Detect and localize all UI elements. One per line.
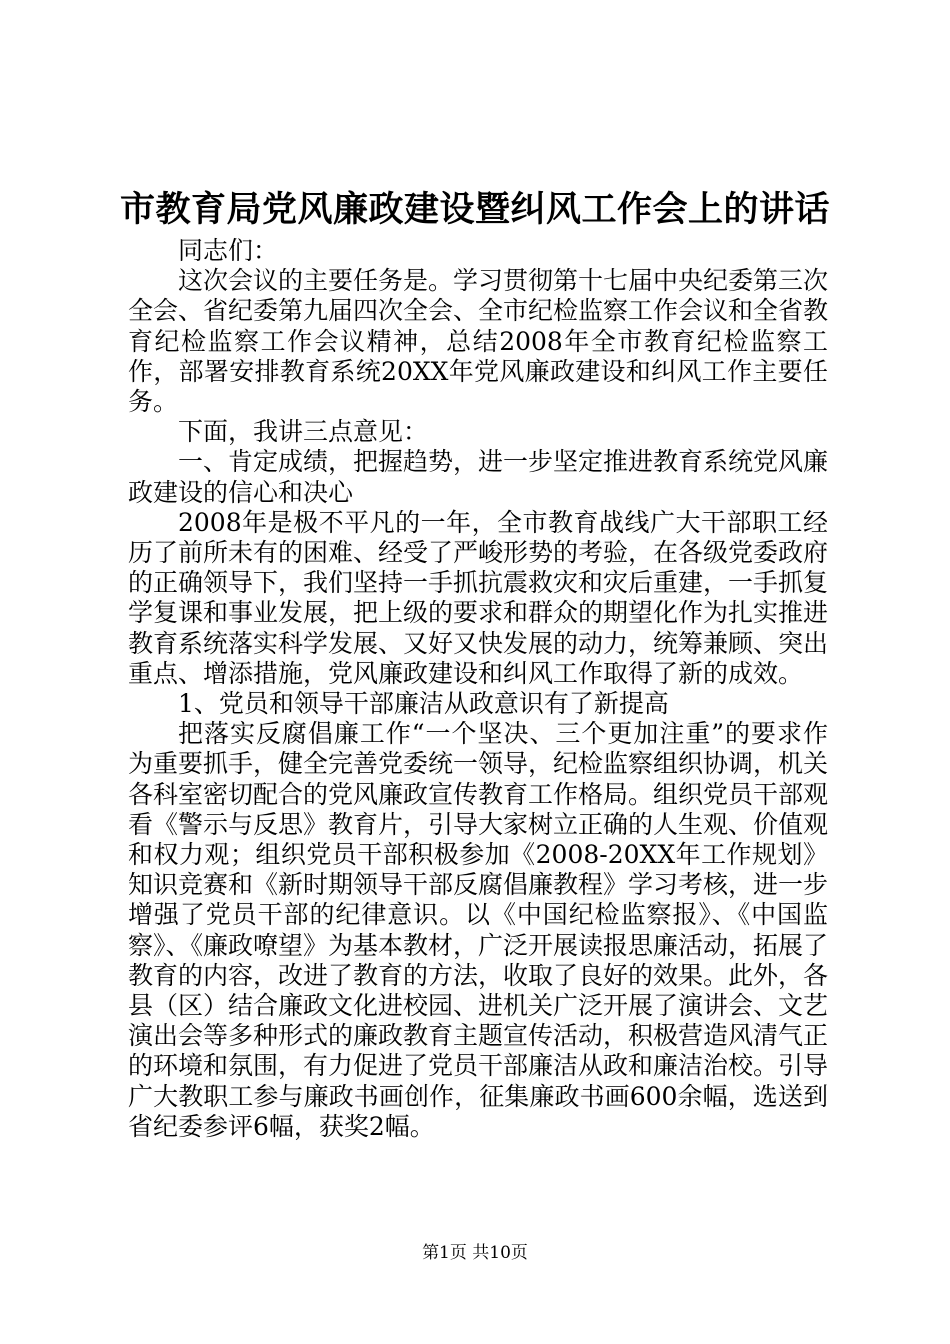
paragraph-integrity-education: 把落实反腐倡廉工作“一个坚决、三个更加注重”的要求作为重要抓手，健全完善党委统一领导，纪检监察组织协调，机关各科室密切配合的党风廉政宣传教育工作格局。组织党员干部观看《警示与反思》教育片，引导大家树立正确的人生观、价值观和权力观；组织党员干部积极参加《2008-20XX年工作规划》知识竞赛和《新时期领导干部反腐倡廉教程》学习考核，进一步增强了党员干部的纪律意识。以《中国纪检监察报》、《中国监察》、《廉政嘹望》为基本教材，广泛开展读报思廉活动，拓展了教育的内容，改进了教育的方法，收取了良好的效果。此外，各县（区）结合廉政文化进校园、进机关广泛开展了演讲会、文艺演出会等多种形式的廉政教育主题宣传活动，积极营造风清气正的环境和氛围，有力促进了党员干部廉洁从政和廉洁治校。引导广大教职工参与廉政书画创作，征集廉政书画600余幅，选送到省纪委参评6幅，获奖2幅。 [128,719,829,1141]
page-footer: 第1页 共10页 [422,1243,528,1263]
paragraph-meeting-tasks: 这次会议的主要任务是。学习贯彻第十七届中央纪委第三次全会、省纪委第九届四次全会、全市纪检监察工作会议和全省教育纪检监察工作会议精神，总结2008年全市教育纪检监察工作，部署安排教育系统20XX年党风廉政建设和纠风工作主要任务。 [128,266,829,417]
document-title: 市教育局党风廉政建设暨纠风工作会上的讲话 [119,190,830,230]
paragraph-three-points-intro: 下面，我讲三点意见： [178,417,429,447]
document-body [128,236,828,1142]
paragraph-2008-review: 2008年是极不平凡的一年，全市教育战线广大干部职工经历了前所未有的困难、经受了严峻形势的考验，在各级党委政府的正确领导下，我们坚持一手抓抗震救灾和灾后重建，一手抓复学复课和事业发展，把上级的要求和群众的期望化作为扎实推进教育系统落实科学发展、又好又快发展的动力，统筹兼顾、突出重点、增添措施，党风廉政建设和纠风工作取得了新的成效。 [128,507,829,688]
paragraph-salutation: 同志们： [178,236,279,265]
section-heading-1: 一、肯定成绩，把握趋势，进一步坚定推进教育系统党风廉政建设的信心和决心 [128,447,829,507]
subsection-heading-1: 1、党员和领导干部廉洁从政意识有了新提高 [178,689,669,719]
